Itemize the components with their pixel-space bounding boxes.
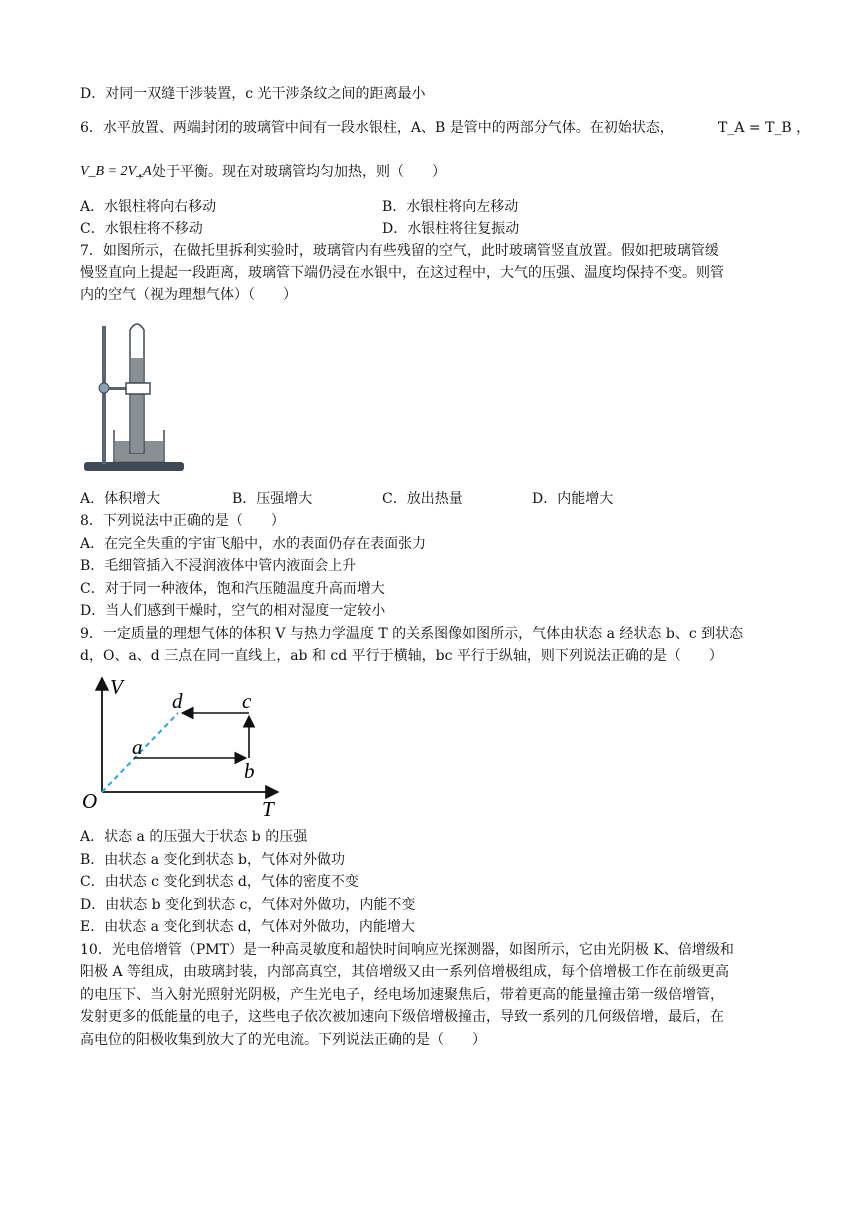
label-b: b <box>244 759 255 783</box>
q7-option-a: A．体积增大 <box>80 491 161 507</box>
v-t-graph <box>78 670 288 820</box>
q7-option-b: B．压强增大 <box>232 491 313 507</box>
q7-stem-line-3: 内的空气（视为理想气体）（ ） <box>80 287 297 303</box>
q10-stem-line-2: 阳极 A 等组成，由玻璃封装，内部高真空，其倍增级又由一系列倍增极组成，每个倍增极工作在前级更高 <box>80 964 730 980</box>
q9-stem-line-1: 9．一定质量的理想气体的体积 V 与热力学温度 T 的关系图像如图所示，气体由状态 a 经状态 b、c 到状态 <box>80 626 744 642</box>
q9-option-d: D．由状态 b 变化到状态 c，气体对外做功，内能不变 <box>80 897 416 913</box>
q6-option-a: A．水银柱将向右移动 <box>80 199 217 215</box>
q7-stem-line-1: 7．如图所示，在做托里拆利实验时，玻璃管内有些残留的空气，此时玻璃管竖直放置。假如把玻璃管缓 <box>80 243 719 259</box>
label-a: a <box>132 735 143 759</box>
q6-option-b: B．水银柱将向左移动 <box>382 199 519 215</box>
q6-stem: 6．水平放置、两端封闭的玻璃管中间有一段水银柱，A、B 是管中的两部分气体。在初始状态， <box>80 120 674 136</box>
q8-option-d: D．当人们感到干燥时，空气的相对湿度一定较小 <box>80 603 386 619</box>
q6-stem-continued: ，处于平衡。现在对玻璃管均匀加热，则（ ） <box>138 164 446 180</box>
q7-option-d: D．内能增大 <box>532 491 614 507</box>
q9-option-a: A．状态 a 的压强大于状态 b 的压强 <box>80 829 308 845</box>
q6-condition-temperature: T_A = T_B ， <box>718 120 811 136</box>
q10-stem-line-1: 10．光电倍增管（PMT）是一种高灵敏度和超快时间响应光探测器，如图所示，它由光阴极 K、倍增级和 <box>80 942 734 958</box>
label-o: O <box>82 789 98 813</box>
label-d: d <box>172 689 183 713</box>
q10-stem-line-4: 发射更多的低能量的电子，这些电子依次被加速向下级倍增极撞击，导致一系列的几何级倍增，最后，在 <box>80 1009 724 1025</box>
q6-option-d: D．水银柱将往复振动 <box>382 221 520 237</box>
q9-option-b: B．由状态 a 变化到状态 b，气体对外做功 <box>80 852 345 868</box>
q8-option-a: A．在完全失重的宇宙飞船中，水的表面仍存在表面张力 <box>80 536 427 552</box>
q10-stem-line-5: 高电位的阳极收集到放大了的光电流。下列说法正确的是（ ） <box>80 1032 486 1048</box>
q10-stem-line-3: 的电压下、当入射光照射光阴极，产生光电子，经电场加速聚焦后，带着更高的能量撞击第一级倍增管， <box>80 987 724 1003</box>
q9-option-c: C．由状态 c 变化到状态 d，气体的密度不变 <box>80 874 359 890</box>
label-t: T <box>262 797 274 820</box>
q9-stem-line-2: d，O、a、d 三点在同一直线上，ab 和 cd 平行于横轴，bc 平行于纵轴，则下列说法正确的是（ ） <box>80 648 723 664</box>
q9-option-e: E．由状态 a 变化到状态 d，气体对外做功，内能增大 <box>80 919 415 935</box>
label-c: c <box>242 689 252 713</box>
q7-stem-line-2: 慢竖直向上提起一段距离，玻璃管下端仍浸在水银中，在这过程中，大气的压强、温度均保持不变。则管 <box>80 265 724 281</box>
q5-option-d: D．对同一双缝干涉装置，c 光干涉条纹之间的距离最小 <box>80 86 426 102</box>
q7-option-c: C．放出热量 <box>382 491 463 507</box>
q8-option-b: B．毛细管插入不浸润液体中管内液面会上升 <box>80 558 357 574</box>
q8-option-c: C．对于同一种液体，饱和汽压随温度升高而增大 <box>80 581 385 597</box>
q8-stem: 8．下列说法中正确的是（ ） <box>80 513 285 529</box>
torricelli-apparatus-figure <box>84 318 188 478</box>
label-v: V <box>110 675 123 699</box>
q6-condition-volume: V_B = 2V_A <box>80 164 152 179</box>
q6-option-c: C．水银柱将不移动 <box>80 221 203 237</box>
